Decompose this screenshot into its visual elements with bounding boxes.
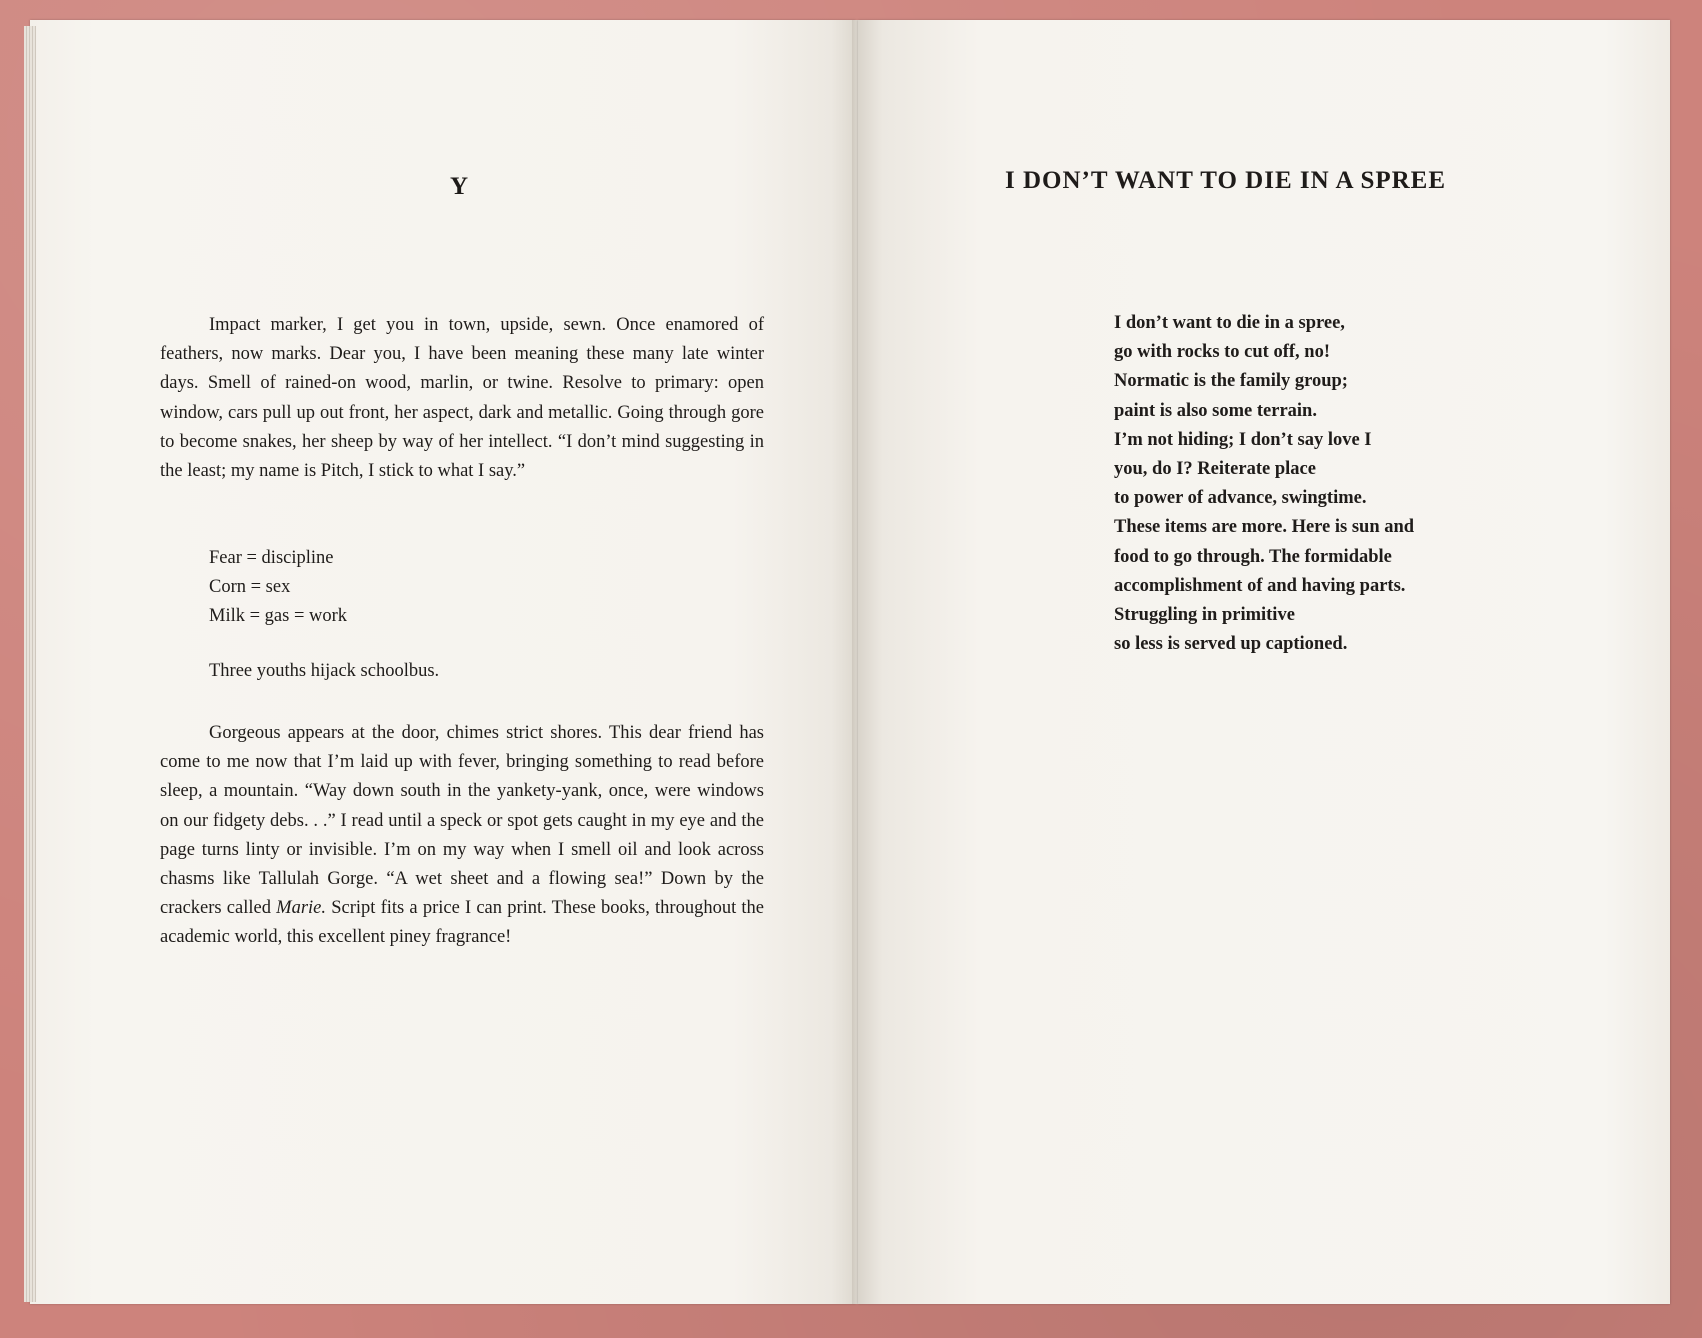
poem-line: accomplishment of and having parts.	[1114, 575, 1406, 596]
right-page	[858, 20, 1670, 1304]
page-edges	[24, 26, 36, 1302]
right-page-title: I DON’T WANT TO DIE IN A SPREE	[1005, 167, 1447, 194]
poem-line: to power of advance, swingtime.	[1114, 488, 1367, 509]
left-paragraph-3	[160, 719, 764, 953]
poem-line: paint is also some terrain.	[1114, 400, 1317, 421]
equation-line: Corn = sex	[209, 577, 291, 597]
left-page-title: Y	[450, 173, 470, 200]
poem-line: Normatic is the family group;	[1114, 371, 1348, 392]
poem-line: Struggling in primitive	[1114, 605, 1295, 626]
equation-list	[209, 544, 347, 631]
poem-line: go with rocks to cut off, no!	[1114, 342, 1330, 363]
poem-line: so less is served up captioned.	[1114, 634, 1348, 655]
poem-line: food to go through. The formidable	[1114, 546, 1392, 567]
paragraph-3-italic: Marie.	[276, 898, 327, 919]
standalone-line: Three youths hijack schoolbus.	[209, 661, 440, 681]
paragraph-3-text-b: Script fits a price I can print. These books, throughout the academic world, this excellent piney fragrance!	[160, 898, 764, 948]
equation-line: Fear = discipline	[209, 548, 334, 568]
poem-line: These items are more. Here is sun and	[1114, 517, 1415, 538]
poem-line: I don’t want to die in a spree,	[1114, 313, 1345, 333]
left-paragraph-1: Impact marker, I get you in town, upside, sewn. Once enamored of feathers, now marks. Dear you, I have been meaning these many late winter days. Smell of rained-on wood, marlin, or twine. Resolve to primary: open window, cars pull up out front, her aspect, dark and metallic. Going through gore to become snakes, her sheep by way of her intellect. “I don’t mind suggesting in the least; my name is Pitch, I stick to what I say.”	[160, 315, 764, 482]
poem-line: you, do I? Reiterate place	[1114, 459, 1316, 480]
left-page	[30, 20, 856, 1304]
paragraph-3-text-a: Gorgeous appears at the door, chimes strict shores. This dear friend has come to me now that I’m laid up with fever, bringing something to read before sleep, a mountain. “Way down south in the yankety-yank, once, were windows on our fidgety debs. . .” I read until a speck or spot gets caught in my eye and the page turns linty or invisible. I’m on my way when I smell oil and look across chasms like Tallulah Gorge. “A wet sheet and a flowing sea!” Down by the crackers called	[160, 723, 764, 919]
poem-line: I’m not hiding; I don’t say love I	[1114, 429, 1372, 450]
equation-line: Milk = gas = work	[209, 606, 348, 626]
poem	[1114, 309, 1414, 659]
